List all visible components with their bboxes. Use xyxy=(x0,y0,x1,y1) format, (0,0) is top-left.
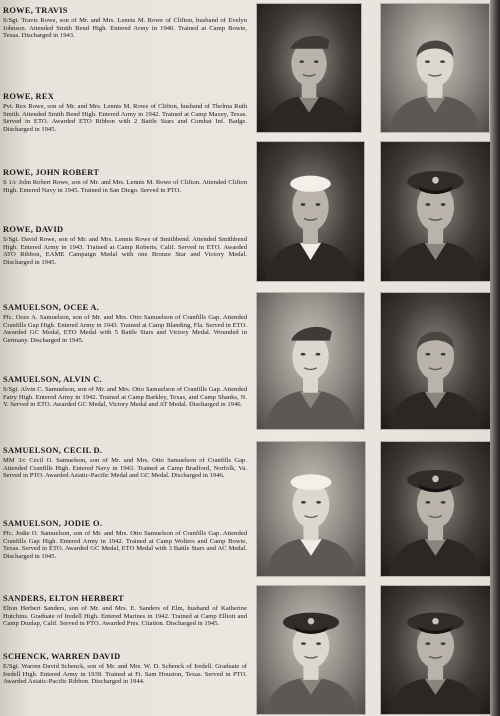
eye-right xyxy=(316,203,321,206)
entry-rex-rowe xyxy=(3,92,247,134)
photo-travis-rowe xyxy=(256,3,362,133)
entry-bio: S 1/c John Robert Rowe, son of Mr. and Mrs. Lennis M. Rowe of Clifton. Attended Clifton High. Entered Navy in 1945. Trained in San Diego. Served in PTO. xyxy=(3,179,247,194)
eye-right xyxy=(441,353,446,356)
eye-right xyxy=(314,60,319,63)
entry-name: SAMUELSON, CECIL D. xyxy=(3,446,103,455)
entry-warren-schenck xyxy=(3,652,247,686)
entry-name: SCHENCK, WARREN DAVID xyxy=(3,652,121,661)
entry-bio: Pfc. Ocee A. Samuelson, son of Mr. and Mrs. Otto Samuelson of Cranfills Gap. Attended Cranfills Gap High. Entered Army in 1943. Trained at Camp Blanding, Fla. Served in ETO. Awarded GC Medal, ETO Medal with 5 Battle Stars and Victory Medal. Wounded in Germany. Discharged in 1945. xyxy=(3,314,247,345)
entry-name: SAMUELSON, JODIE O. xyxy=(3,519,103,528)
entry-name: SAMUELSON, ALVIN C. xyxy=(3,375,102,384)
entry-name: SAMUELSON, OCEE A. xyxy=(3,303,100,312)
entry-bio: Pvt. Rex Rowe, son of Mr. and Mrs. Lennis M. Rowe of Clifton, husband of Thelma Ruth Smith. Attended Smith Bend High. Entered Army in 1942. Trained at Camp Maxey, Texas. Served in ETO. Awarded ETO Ribbon with 2 Battle Stars and Combat Inf. Badge. Discharged in 1945. xyxy=(3,103,247,134)
eye-left xyxy=(301,501,306,504)
entry-name: ROWE, DAVID xyxy=(3,225,64,234)
eye-left xyxy=(301,642,306,645)
entry-john-robert-rowe xyxy=(3,168,247,194)
sailor-cap-icon xyxy=(290,474,331,490)
entry-bio: S/Sgt. Alvin C. Samuelson, son of Mr. and Mrs. Otto Samuelson of Cranfills Gap. Attended Fairy High. Entered Army in 1942. Trained at Camp Barkley, Texas, and Camp Shanks, N. Y. Served in ETO. Awarded GC Medal, Victory Medal and AT Medal. Discharged in 1946. xyxy=(3,386,247,409)
portrait-silhouette xyxy=(381,293,490,429)
photo-cecil-samuelson xyxy=(256,441,366,577)
photo-ocee-samuelson xyxy=(256,292,365,430)
eye-left xyxy=(425,60,430,63)
entry-name: ROWE, JOHN ROBERT xyxy=(3,168,100,177)
eye-right xyxy=(316,501,321,504)
photo-alvin-samuelson xyxy=(380,292,491,430)
portrait-silhouette xyxy=(381,4,489,132)
entry-elton-sanders xyxy=(3,594,247,628)
photo-rex-rowe xyxy=(380,3,490,133)
portrait-silhouette xyxy=(257,4,361,132)
photo-john-robert-rowe xyxy=(256,141,365,282)
portrait-silhouette xyxy=(381,586,490,714)
eye-left xyxy=(299,60,304,63)
garrison-cap-icon xyxy=(291,327,332,341)
photo-elton-sanders xyxy=(256,585,366,715)
entry-name: ROWE, REX xyxy=(3,92,55,101)
eye-right xyxy=(440,60,445,63)
entry-travis-rowe xyxy=(3,6,247,40)
entry-name: ROWE, TRAVIS xyxy=(3,6,68,15)
eye-right xyxy=(441,501,446,504)
entry-bio: Pfc. Jodie O. Samuelson, son of Mr. and Mrs. Otto Samuelson of Cranfills Gap. Attended Cranfills Gap High. Entered Army in 1942. Trained at Camp Wolters and Camp Bowie, Texas. Served in ETO. Awarded GC Medal, ETO Medal with 3 Battle Stars and AC Medal. Discharged in 1945. xyxy=(3,530,247,561)
cap-badge-icon xyxy=(432,618,439,624)
photo-warren-schenck xyxy=(380,585,491,715)
photo-jodie-samuelson xyxy=(380,441,491,577)
sailor-cap-icon xyxy=(290,176,331,192)
eye-left xyxy=(425,501,430,504)
cap-badge-icon xyxy=(432,177,439,184)
photo-david-rowe xyxy=(380,141,491,282)
portrait-silhouette xyxy=(257,293,364,429)
cap-badge-icon xyxy=(308,618,314,624)
portrait-silhouette xyxy=(257,142,364,281)
entry-bio: S/Sgt. David Rowe, son of Mr. and Mrs. Lennis Rowe of Smithbend. Attended Smithbend High. Entered Army in 1943. Trained at Camp Roberts, Calif. Served in ETO. Awarded ATO Ribbon, EAME Campaign Medal with one Bronze Star and Victory Medal. Discharged in 1945. xyxy=(3,236,247,267)
entry-bio: MM 3/c Cecil O. Samuelson, son of Mr. and Mrs. Otto Samuelson of Cranfills Gap. Attended Cranfills High. Entered Navy in 1943. Trained at Camp Bradford, Norfolk, Va. Served in PTO. Awarded Asiatic-Pacific Medal and GC Medal. Discharged in 1946. xyxy=(3,457,247,480)
book-spine-shadow xyxy=(490,0,500,716)
portrait-silhouette xyxy=(381,142,490,281)
eye-left xyxy=(425,642,430,645)
eye-right xyxy=(441,642,446,645)
eye-left xyxy=(301,353,306,356)
entry-bio: E/Sgt. Warren David Schenck, son of Mr. and Mrs. W. D. Schenck of Iredell. Graduate of Iredell High. Entered Army in 1939. Trained at Ft. Sam Houston, Texas. Served in PTO. Awarded Asiatic-Pacific Ribbon. Discharged in 1944. xyxy=(3,663,247,686)
entry-david-rowe xyxy=(3,225,247,267)
entry-jodie-samuelson xyxy=(3,519,247,561)
eye-right xyxy=(441,203,446,206)
entry-cecil-samuelson xyxy=(3,446,247,480)
eye-left xyxy=(425,203,430,206)
portrait-silhouette xyxy=(257,586,365,714)
eye-right xyxy=(316,353,321,356)
eye-right xyxy=(316,642,321,645)
portrait-silhouette xyxy=(257,442,365,576)
entry-ocee-samuelson xyxy=(3,303,247,345)
entry-bio: S/Sgt. Travis Rowe, son of Mr. and Mrs. Lennis M. Rowe of Clifton, husband of Evelyn Johnson. Attended Smith Bend High. Entered Army in 1940. Trained at Camp Bowie, Texas. Discharged in 1943. xyxy=(3,17,247,40)
portrait-silhouette xyxy=(381,442,490,576)
eye-left xyxy=(301,203,306,206)
eye-left xyxy=(425,353,430,356)
entry-alvin-samuelson xyxy=(3,375,247,409)
cap-badge-icon xyxy=(432,476,439,483)
entry-name: SANDERS, ELTON HERBERT xyxy=(3,594,125,603)
garrison-cap-icon xyxy=(290,36,330,49)
entry-bio: Elton Herbert Sanders, son of Mr. and Mrs. E. Sanders of Elm, husband of Katherine Hutchins. Graduate of Iredell High. Entered Marines in 1942. Trained at Camp Elliott and Camp Dunlap, Calif. Served in PTO. Awarded Pres. Citation. Discharged in 1945. xyxy=(3,605,247,628)
